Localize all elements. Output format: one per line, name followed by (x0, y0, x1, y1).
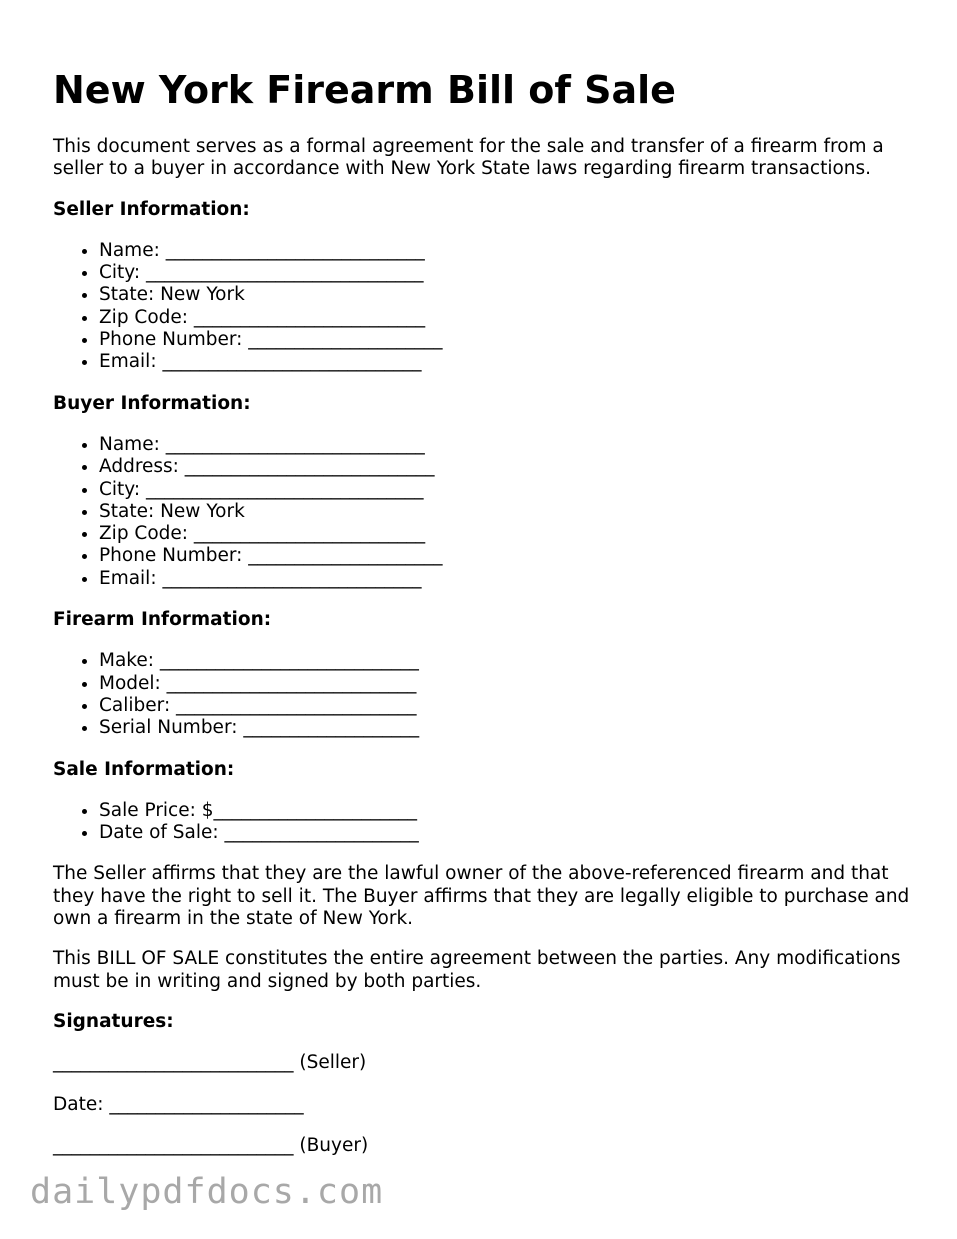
buyer-city-field: • City: ______________________________ (99, 479, 913, 501)
document-title: New York Firearm Bill of Sale (53, 68, 676, 112)
sale-date-field: • Date of Sale: _____________________ (99, 822, 913, 844)
firearm-heading: Firearm Information: (53, 609, 272, 631)
firearm-make-field: • Make: ____________________________ (99, 650, 913, 672)
document-page (53, 60, 913, 1176)
seller-name-field: • Name: ____________________________ (99, 240, 913, 262)
seller-phone-field: • Phone Number: _____________________ (99, 329, 913, 351)
buyer-name-field: • Name: ____________________________ (99, 434, 913, 456)
buyer-zip-field: • Zip Code: _________________________ (99, 523, 913, 545)
intro-paragraph: This document serves as a formal agreement for the sale and transfer of a firearm from a seller to a buyer in accordance with New York State laws regarding firearm transactions. (53, 136, 884, 180)
sale-price-field: • Sale Price: $______________________ (99, 800, 913, 822)
seller-city-field: • City: ______________________________ (99, 262, 913, 284)
seller-zip-field: • Zip Code: _________________________ (99, 307, 913, 329)
firearm-list (53, 650, 913, 739)
entire-agreement-paragraph: This BILL OF SALE constitutes the entire agreement between the parties. Any modifications must be in writing and signed by both parties. (53, 948, 901, 992)
seller-signature-line: __________________________ (Seller) (53, 1052, 367, 1074)
buyer-address-field: • Address: ___________________________ (99, 456, 913, 478)
sale-list (53, 800, 913, 845)
firearm-caliber-field: • Caliber: __________________________ (99, 695, 913, 717)
affirmation-paragraph: The Seller affirms that they are the lawful owner of the above-referenced firearm and that they have the right to sell it. The Buyer affirms that they are legally eligible to purchase and own a firearm in the state of New York. (53, 863, 910, 930)
seller-state-field: • State: New York (99, 284, 913, 306)
buyer-signature-line: __________________________ (Buyer) (53, 1134, 369, 1156)
seller-list (53, 240, 913, 374)
seller-email-field: • Email: ____________________________ (99, 351, 913, 373)
seller-heading: Seller Information: (53, 198, 250, 220)
firearm-model-field: • Model: ___________________________ (99, 673, 913, 695)
watermark-text: dailypdfdocs.com (30, 1172, 384, 1212)
buyer-heading: Buyer Information: (53, 392, 251, 414)
buyer-state-field: • State: New York (99, 501, 913, 523)
buyer-phone-field: • Phone Number: _____________________ (99, 545, 913, 567)
signatures-heading: Signatures: (53, 1010, 174, 1032)
firearm-serial-field: • Serial Number: ___________________ (99, 717, 913, 739)
signature-date-line: Date: _____________________ (53, 1093, 304, 1115)
sale-heading: Sale Information: (53, 758, 235, 780)
buyer-list (53, 434, 913, 590)
buyer-email-field: • Email: ____________________________ (99, 568, 913, 590)
